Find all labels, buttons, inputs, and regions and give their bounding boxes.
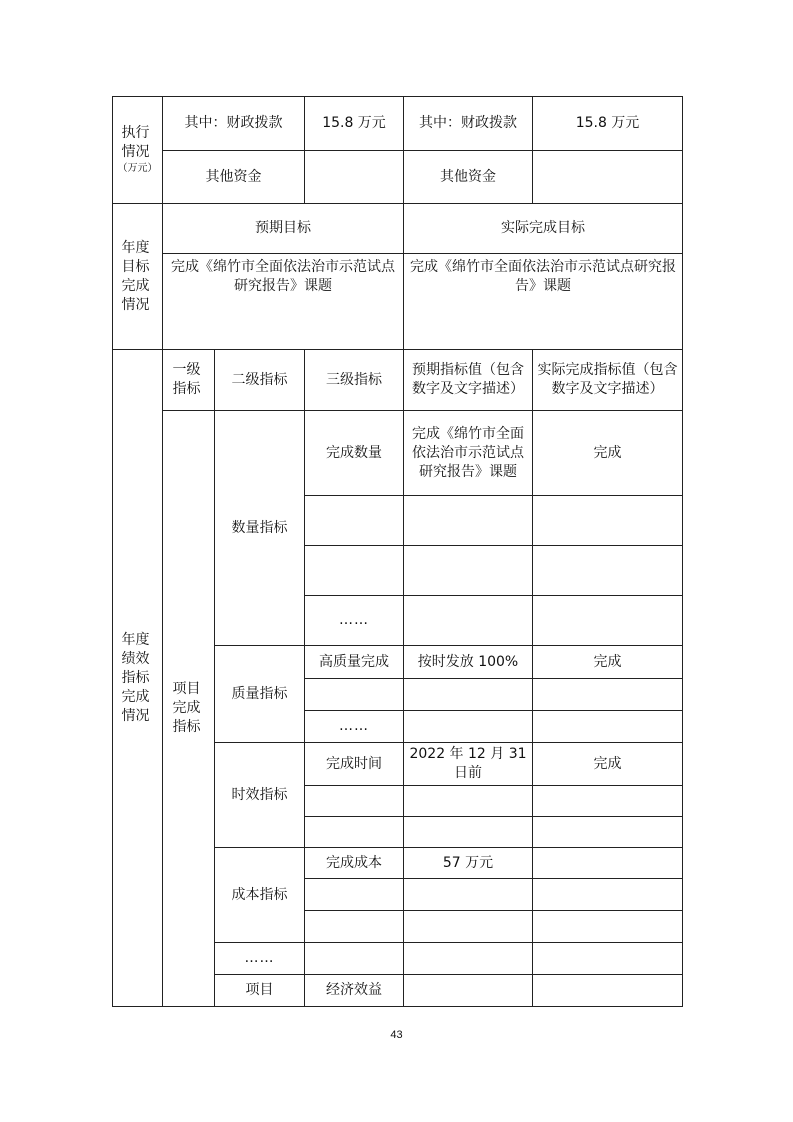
- timeliness-row1-actual: 完成: [533, 743, 683, 786]
- cost-row1-name: 完成成本: [305, 848, 404, 879]
- section-dots-actual: [533, 943, 683, 975]
- quality-row1-name: 高质量完成: [305, 646, 404, 679]
- section-dots: ……: [215, 943, 305, 975]
- quantity-row2-expected: [404, 496, 533, 546]
- quality-row2-actual: [533, 679, 683, 711]
- quality-row1-expected: 按时发放 100%: [404, 646, 533, 679]
- other-funds-value-2: [533, 151, 683, 204]
- cost-label: 成本指标: [215, 848, 305, 943]
- header-level3: 三级指标: [305, 350, 404, 411]
- quality-row3-name: ……: [305, 711, 404, 743]
- quantity-row4-actual: [533, 596, 683, 646]
- quality-row2-expected: [404, 679, 533, 711]
- indicators-label-cell: [113, 350, 163, 1007]
- quantity-row2-actual: [533, 496, 683, 546]
- quality-row3-expected: [404, 711, 533, 743]
- header-level1: 一级指标: [163, 350, 215, 411]
- quantity-row3-name: [305, 546, 404, 596]
- quality-row1-actual: 完成: [533, 646, 683, 679]
- performance-table: [112, 96, 683, 1007]
- timeliness-row2-name: [305, 786, 404, 817]
- section-dots-expected: [404, 943, 533, 975]
- project-completion-cell: [163, 411, 215, 1007]
- section-dots-level3: [305, 943, 404, 975]
- fiscal-label-1: 其中：财政拨款: [163, 97, 305, 151]
- quantity-row1-name: 完成数量: [305, 411, 404, 496]
- annual-goal-label-cell: [113, 204, 163, 350]
- cost-row2-actual: [533, 879, 683, 911]
- quantity-row1-expected: 完成《绵竹市全面依法治市示范试点研究报告》课题: [404, 411, 533, 496]
- quantity-row3-expected: [404, 546, 533, 596]
- fiscal-label-2: 其中：财政拨款: [404, 97, 533, 151]
- cost-row3-actual: [533, 911, 683, 943]
- quantity-row3-actual: [533, 546, 683, 596]
- timeliness-row2-expected: [404, 786, 533, 817]
- quality-row3-actual: [533, 711, 683, 743]
- cost-row2-expected: [404, 879, 533, 911]
- project-completion-label: 项目完成指标: [172, 681, 201, 735]
- exec-unit: （万元）: [117, 163, 158, 174]
- quantity-row1-actual: 完成: [533, 411, 683, 496]
- actual-goal-text: 完成《绵竹市全面依法治市示范试点研究报告》课题: [404, 254, 683, 350]
- exec-label: 执行情况: [121, 125, 150, 160]
- actual-goal-header: 实际完成目标: [404, 204, 683, 254]
- header-actual: 实际完成指标值（包含数字及文字描述）: [533, 350, 683, 411]
- last-row-level2: 经济效益: [305, 975, 404, 1007]
- expected-goal-text: 完成《绵竹市全面依法治市示范试点研究报告》课题: [163, 254, 404, 350]
- other-funds-label-2: 其他资金: [404, 151, 533, 204]
- quality-row2-name: [305, 679, 404, 711]
- timeliness-row3-actual: [533, 817, 683, 848]
- timeliness-label: 时效指标: [215, 743, 305, 848]
- cost-row1-actual: [533, 848, 683, 879]
- header-expected: 预期指标值（包含数字及文字描述）: [404, 350, 533, 411]
- quantity-label: 数量指标: [215, 411, 305, 646]
- other-funds-value-1: [305, 151, 404, 204]
- last-row-level1: 项目: [215, 975, 305, 1007]
- annual-goal-label: 年度目标完成情况: [121, 239, 150, 313]
- quantity-row4-name: ……: [305, 596, 404, 646]
- page-number: 43: [390, 1029, 403, 1041]
- cost-row3-name: [305, 911, 404, 943]
- timeliness-row2-actual: [533, 786, 683, 817]
- other-funds-label-1: 其他资金: [163, 151, 305, 204]
- expected-goal-header: 预期目标: [163, 204, 404, 254]
- timeliness-row1-name: 完成时间: [305, 743, 404, 786]
- timeliness-row3-expected: [404, 817, 533, 848]
- fiscal-value-1: 15.8 万元: [305, 97, 404, 151]
- indicators-label: 年度绩效指标完成情况: [121, 631, 150, 724]
- header-level2: 二级指标: [215, 350, 305, 411]
- last-row-expected: [533, 975, 683, 1007]
- fiscal-value-2: 15.8 万元: [533, 97, 683, 151]
- timeliness-row1-expected: 2022 年 12 月 31 日前: [404, 743, 533, 786]
- last-row-level3: [404, 975, 533, 1007]
- cost-row1-expected: 57 万元: [404, 848, 533, 879]
- cost-row2-name: [305, 879, 404, 911]
- quality-label: 质量指标: [215, 646, 305, 743]
- timeliness-row3-name: [305, 817, 404, 848]
- exec-label-cell: [113, 97, 163, 204]
- cost-row3-expected: [404, 911, 533, 943]
- quantity-row4-expected: [404, 596, 533, 646]
- quantity-row2-name: [305, 496, 404, 546]
